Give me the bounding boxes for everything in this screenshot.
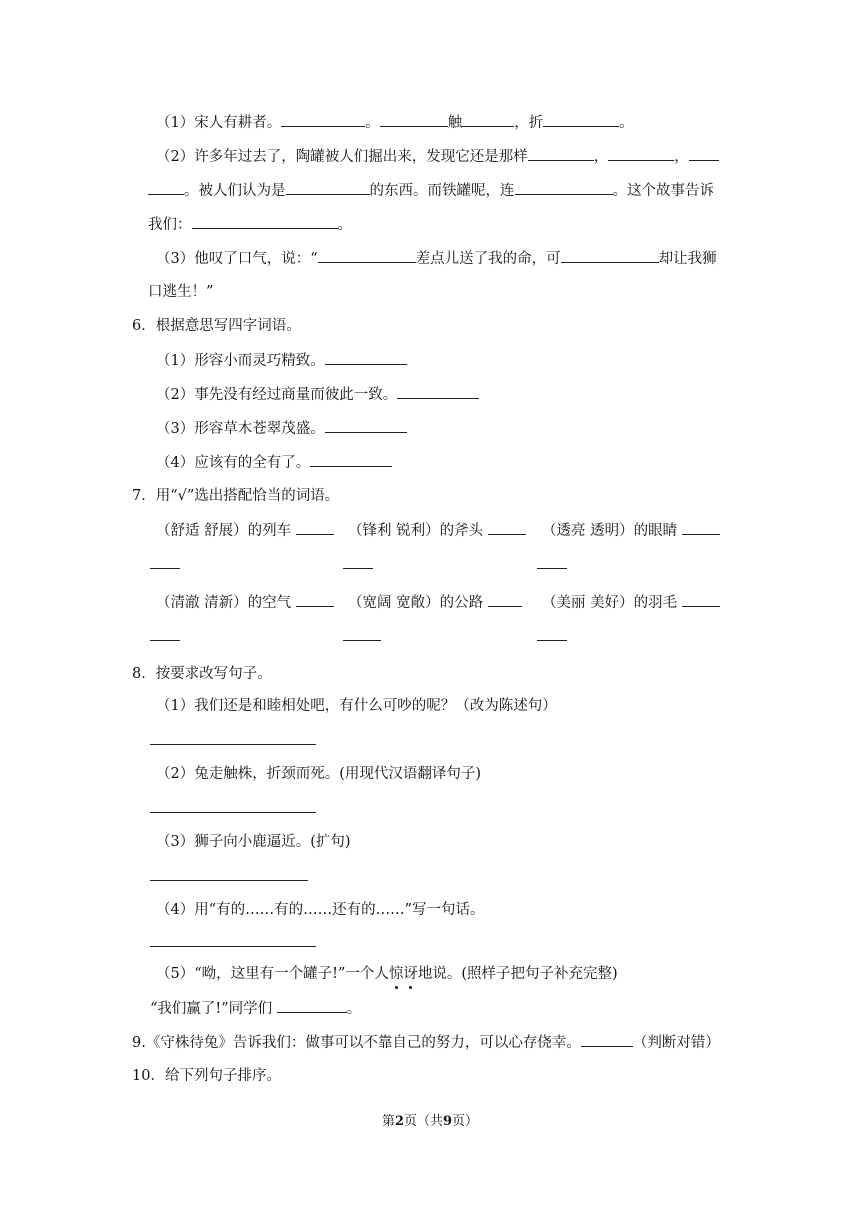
answer-blank[interactable] [150,568,180,569]
answer-blank[interactable] [543,112,619,127]
answer-blank[interactable] [281,112,365,127]
page-footer: 第2页（共9页） [381,1114,479,1129]
answer-blank[interactable] [150,640,180,641]
q7-choice-4: （清澈 清新）的空气 [156,592,334,613]
q8-item-5: （5）“呦，这里有一个罐子!”一个人惊讶地说。(照样子把句子补充完整) [156,966,618,982]
answer-blank[interactable] [608,146,674,161]
answer-blank[interactable] [286,180,370,195]
q7-choice-2: （锋利 锐利）的斧头 [348,520,526,541]
answer-blank[interactable] [325,350,407,365]
q5-sentence-1: （1）宋人有耕者。 。 触 ，折 。 [156,112,634,133]
current-page-number: 2 [394,1114,404,1129]
answer-blank[interactable] [148,180,184,195]
q5-sentence-3: （3）他叹了口气，说：“ 差点儿送了我的命，可 却让我狮 [156,248,717,269]
answer-line[interactable] [150,880,308,881]
q6-item-3: （3）形容草木苍翠茂盛。 [156,418,407,439]
q7-choice-1: （舒适 舒展）的列车 [156,520,334,541]
q8-item-4: （4）用“有的……有的……还有的……”写一句话。 [156,902,485,918]
answer-blank[interactable] [488,520,526,535]
answer-blank[interactable] [537,640,567,641]
q8-item-2: （2）兔走触株，折颈而死。(用现代汉语翻译句子) [156,766,482,782]
q6-item-4: （4）应该有的全有了。 [156,452,392,473]
answer-line[interactable] [150,812,316,813]
answer-blank[interactable] [561,248,659,263]
q9-statement: 9.《守株待兔》告诉我们：做事可以不靠自己的努力，可以心存侥幸。 （判断对错） [132,1032,720,1053]
answer-blank[interactable] [310,452,392,467]
answer-blank[interactable] [318,248,416,263]
answer-blank[interactable] [277,998,347,1013]
answer-blank[interactable] [380,112,448,127]
answer-line[interactable] [150,744,316,745]
answer-blank[interactable] [682,592,720,607]
q6-item-1: （1）形容小而灵巧精致。 [156,350,407,371]
q8-item-5-example: “我们赢了!”同学们 。 [150,998,361,1019]
answer-blank[interactable] [192,214,338,229]
answer-blank[interactable] [581,1032,633,1047]
answer-blank[interactable] [515,180,613,195]
q5-sentence-2-end: 我们： 。 [148,214,352,235]
q7-title: 7．用“√”选出搭配恰当的词语。 [132,488,340,504]
answer-blank[interactable] [537,568,567,569]
answer-blank[interactable] [325,418,407,433]
answer-blank[interactable] [488,592,522,607]
q7-choice-3: （透亮 透明）的眼睛 [542,520,720,541]
answer-blank[interactable] [343,640,381,641]
answer-blank[interactable] [462,112,514,127]
total-page-number: 9 [443,1114,453,1129]
answer-blank[interactable] [528,146,594,161]
answer-blank[interactable] [296,592,334,607]
q5-sentence-2: （2）许多年过去了，陶罐被人们掘出来，发现它还是那样 ， ， [156,146,719,167]
answer-blank[interactable] [343,568,373,569]
answer-blank[interactable] [682,520,720,535]
q8-item-1: （1）我们还是和睦相处吧，有什么可吵的呢？（改为陈述句） [156,698,557,714]
answer-blank[interactable] [296,520,334,535]
q8-item-3: （3）狮子向小鹿逼近。(扩句) [156,834,351,850]
q7-choice-5: （宽阔 宽敞）的公路 [348,592,522,613]
answer-blank[interactable] [397,384,479,399]
q8-title: 8．按要求改写句子。 [132,666,272,682]
answer-blank[interactable] [689,146,719,161]
q5-sentence-3-end: 口逃生！” [148,284,214,300]
q7-choice-6: （美丽 美好）的羽毛 [542,592,720,613]
q5-sentence-2-cont: 。被人们认为是 的东西。而铁罐呢，连 。这个故事告诉 [148,180,714,201]
q6-title: 6．根据意思写四字词语。 [132,318,301,334]
q6-item-2: （2）事先没有经过商量而彼此一致。 [156,384,479,405]
q10-title: 10．给下列句子排序。 [132,1068,281,1084]
answer-line[interactable] [150,946,316,947]
